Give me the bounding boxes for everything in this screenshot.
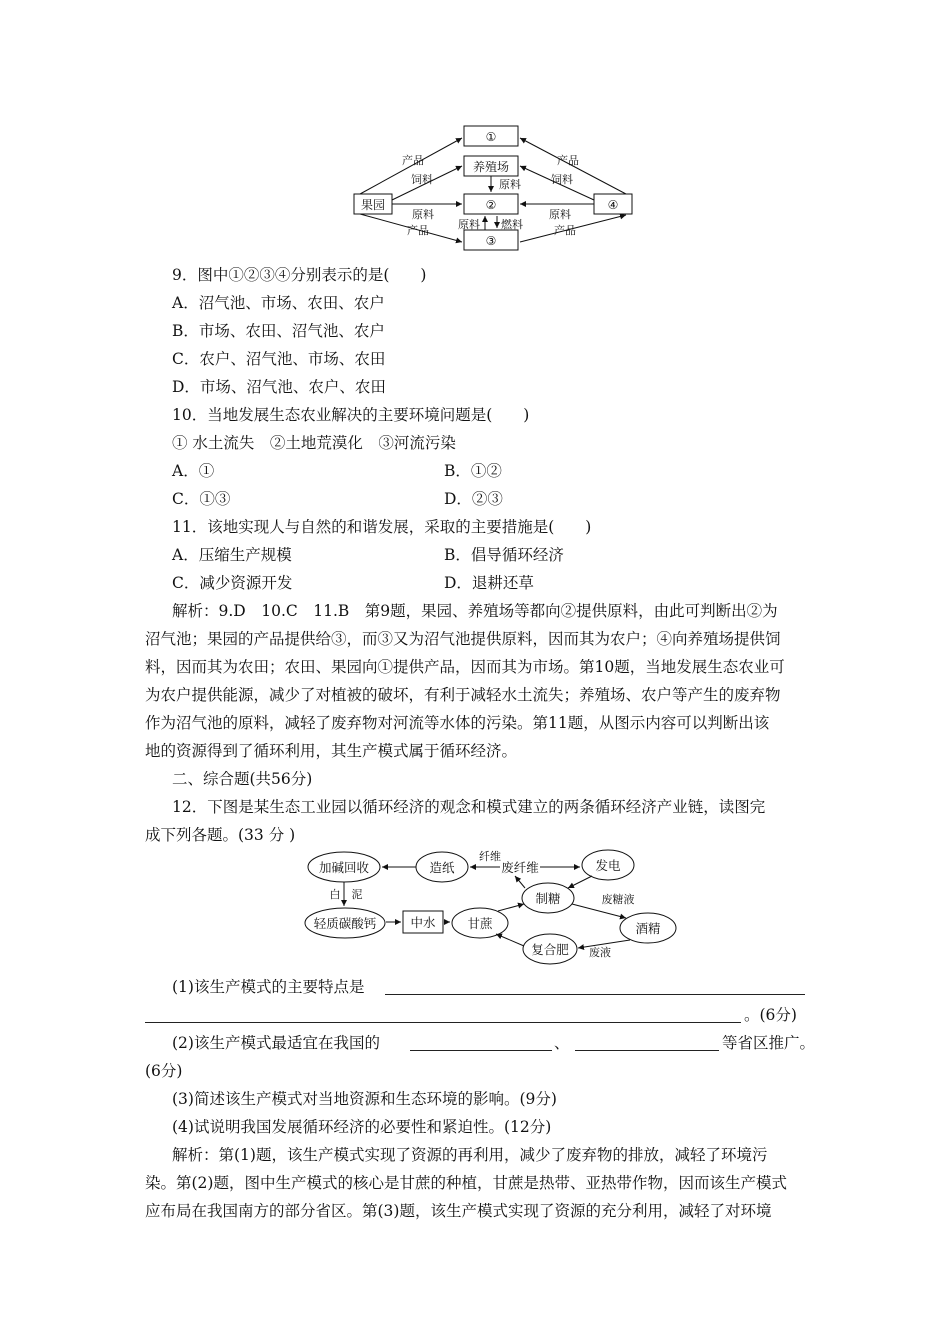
node-cane-label: 甘蔗 — [467, 916, 493, 931]
node-fertilizer-label: 复合肥 — [531, 942, 569, 957]
edge-waste-liquid-label: 废液 — [589, 946, 611, 959]
analysis1-line-4: 为农户提供能源，减少了对植被的破坏，有利于减轻水土流失；养殖场、农户等产生的废弃物 — [145, 686, 781, 704]
box-breeding-label: 养殖场 — [472, 160, 510, 174]
label-products-lr: 产品 — [554, 224, 576, 237]
q12-part-1-score: 。(6分) — [744, 1006, 797, 1024]
q12-part-2-score: (6分) — [145, 1062, 183, 1080]
section-2-heading: 二、综合题(共56分) — [172, 770, 313, 788]
label-fuel-bottom: 燃料 — [501, 218, 523, 231]
box-3-label: ③ — [485, 234, 497, 248]
node-caco3-label: 轻质碳酸钙 — [313, 916, 377, 931]
q9-option-c: C．农户、沼气池、市场、农田 — [172, 350, 386, 368]
q10-option-b: B．①② — [444, 462, 502, 480]
node-sugar-label: 制糖 — [535, 891, 561, 906]
label-material-ll: 原料 — [412, 208, 434, 221]
answer-blank-2a[interactable] — [410, 1036, 552, 1051]
q10-stem: 10．当地发展生态农业解决的主要环境问题是( ) — [172, 406, 530, 424]
analysis1-line-1: 解析：9.D 10.C 11.B 第9题，果园、养殖场等都向②提供原料，由此可判断出②为 — [172, 602, 778, 620]
node-alkali-label: 加碱回收 — [318, 860, 370, 875]
analysis1-line-6: 地的资源得到了循环利用，其生产模式属于循环经济。 — [145, 742, 518, 760]
q11-option-b: B．倡导循环经济 — [444, 546, 564, 564]
q9-stem: 9．图中①②③④分别表示的是( ) — [172, 266, 427, 284]
box-orchard-label: 果园 — [360, 198, 386, 212]
analysis2-line-1: 解析：第(1)题，该生产模式实现了资源的再利用，减少了废弃物的排放，减轻了环境污 — [172, 1146, 768, 1164]
q10-option-a: A．① — [172, 462, 215, 480]
analysis2-line-2: 染。第(2)题，图中生产模式的核心是甘蔗的种植，甘蔗是热带、亚热带作物，因而该生产模式 — [145, 1174, 787, 1192]
q9-option-b: B．市场、农田、沼气池、农户 — [172, 322, 385, 340]
q12-stem-2: 成下列各题。(33 分 ) — [145, 826, 296, 844]
label-material-mid: 原料 — [499, 178, 521, 191]
eco-agriculture-diagram — [340, 120, 640, 260]
label-products-ll: 产品 — [407, 224, 429, 237]
analysis1-line-3: 料，因而其为农田；农田、果园向①提供产品，因而其为市场。第10题，当地发展生态农业可 — [145, 658, 785, 676]
q12-part-2: (2)该生产模式最适宜在我国的 — [172, 1034, 380, 1052]
label-material-lr: 原料 — [549, 208, 571, 221]
answer-blank-1a[interactable] — [385, 980, 805, 995]
analysis2-line-3: 应布局在我国南方的部分省区。第(3)题，该生产模式实现了资源的充分利用，减轻了对环境 — [145, 1202, 772, 1220]
edge-fiber-label: 纤维 — [479, 850, 501, 863]
edge-white-mud-label: 白 泥 — [329, 888, 363, 901]
eco-industry-diagram — [300, 848, 690, 973]
q10-option-d: D．②③ — [444, 490, 503, 508]
label-material-bottom: 原料 — [458, 218, 480, 231]
analysis1-line-2: 沼气池；果园的产品提供给③，而③又为沼气池提供原料，因而其为农户；④向养殖场提供饲 — [145, 630, 781, 648]
q12-part-1: (1)该生产模式的主要特点是 — [172, 978, 365, 996]
box-2-label: ② — [485, 198, 497, 212]
node-water-label: 中水 — [410, 915, 436, 930]
q12-part-2-sep: 、 — [554, 1034, 570, 1052]
node-alcohol-label: 酒精 — [635, 921, 661, 936]
answer-blank-1b[interactable] — [145, 1008, 741, 1023]
q12-part-4: (4)试说明我国发展循环经济的必要性和紧迫性。(12分) — [172, 1118, 552, 1136]
box-1-label: ① — [485, 130, 497, 144]
edge-waste-fiber-label: 废纤维 — [501, 860, 539, 875]
q10-items: ① 水土流失 ②土地荒漠化 ③河流污染 — [172, 434, 456, 452]
label-products-right: 产品 — [557, 154, 579, 167]
q11-stem: 11．该地实现人与自然的和谐发展，采取的主要措施是( ) — [172, 518, 592, 536]
analysis1-line-5: 作为沼气池的原料，减轻了废弃物对河流等水体的污染。第11题，从图示内容可以判断出该 — [145, 714, 770, 732]
edge-molasses-label: 废糖液 — [601, 893, 635, 906]
q11-option-d: D．退耕还草 — [444, 574, 534, 592]
q12-stem-1: 12．下图是某生态工业园以循环经济的观念和模式建立的两条循环经济产业链，读图完 — [172, 798, 766, 816]
box-4-label: ④ — [607, 198, 619, 212]
q9-option-a: A．沼气池、市场、农田、农户 — [172, 294, 385, 312]
q11-option-a: A．压缩生产规模 — [172, 546, 292, 564]
label-products-left: 产品 — [402, 154, 424, 167]
q10-option-c: C．①③ — [172, 490, 231, 508]
q12-part-2-tail: 等省区推广。 — [722, 1034, 816, 1052]
node-power-label: 发电 — [595, 858, 621, 873]
answer-blank-2b[interactable] — [575, 1036, 719, 1051]
label-feed-right: 饲料 — [551, 173, 573, 186]
node-paper-label: 造纸 — [429, 860, 455, 875]
q12-part-3: (3)简述该生产模式对当地资源和生态环境的影响。(9分) — [172, 1090, 557, 1108]
q11-option-c: C．减少资源开发 — [172, 574, 293, 592]
label-feed-left: 饲料 — [411, 173, 433, 186]
q9-option-d: D．市场、沼气池、农户、农田 — [172, 378, 386, 396]
